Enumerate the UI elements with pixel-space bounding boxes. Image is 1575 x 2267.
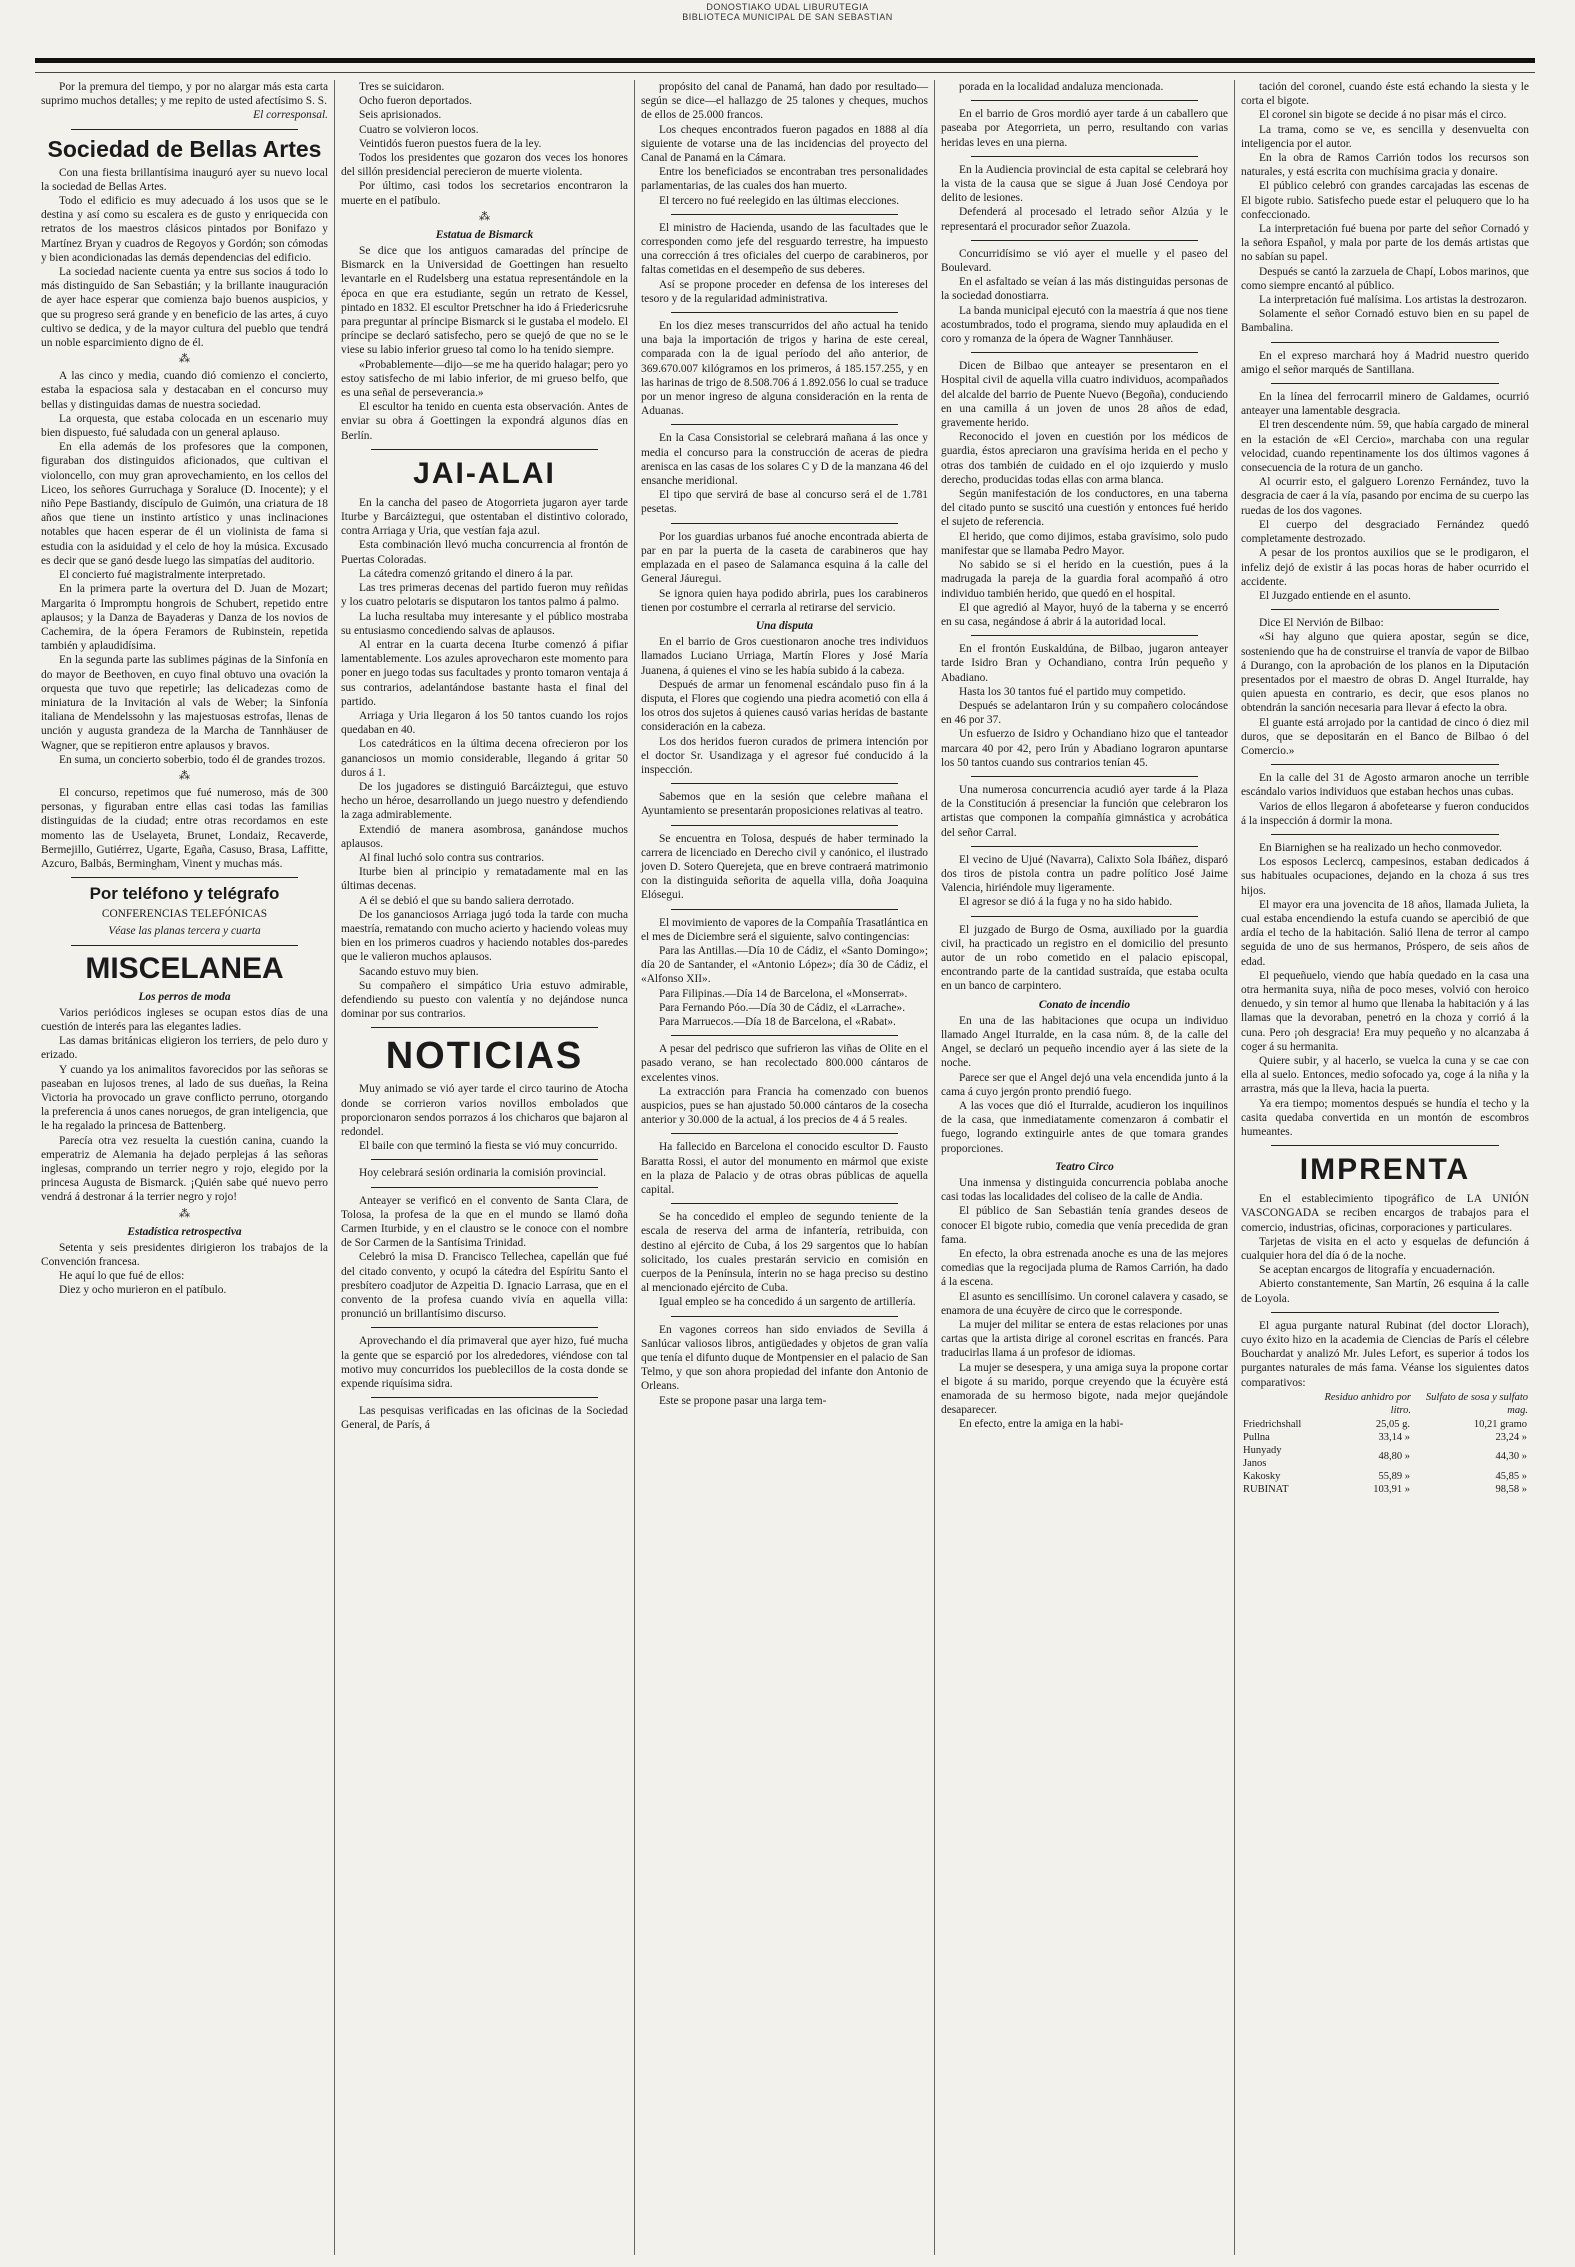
paragraph: El asunto es sencillísimo. Un coronel calavera y casado, se enamora de una écuyère de circo que le corresponde. <box>941 1290 1228 1317</box>
column-5 <box>1235 80 1535 2255</box>
paragraph: Después se cantó la zarzuela de Chapí, Lobos marinos, que como siempre encantó al público. <box>1241 265 1529 292</box>
paragraph: El cuerpo del desgraciado Fernández quedó completamente destrozado. <box>1241 518 1529 546</box>
paragraph: Entre los beneficiados se encontraban tres personalidades parlamentarias, de las cuales dos han muerto. <box>641 166 928 193</box>
paragraph: Los cheques encontrados fueron pagados en 1888 al día siguiente de votarse una de las incidencias del proyecto del Canal de Panamá en la Cámara. <box>641 123 928 165</box>
divider <box>1271 834 1499 835</box>
paragraph: tación del coronel, cuando éste está echando la siesta y le corta el bigote. <box>1241 81 1529 108</box>
paragraph: Sabemos que en la sesión que celebre mañana el Ayuntamiento se presentarán proposiciones relativas al teatro. <box>641 791 928 818</box>
table-cell: 55,89 » <box>1378 1470 1410 1482</box>
paragraph: Parecía otra vez resuelta la cuestión canina, cuando la emperatriz de Alemania ha dejado perplejas á las señoras inglesas, comprando un terrier negro y rojo, elegido por la princesa Augusta de Bismarck. ¡Quién sabe qué nuevo perro vendrá á destronar á la terrier negro y rojo! <box>41 1134 328 1204</box>
paragraph: He aquí lo que fué de ellos: <box>59 1270 185 1283</box>
paragraph: Los esposos Leclercq, campesinos, estaban dedicados á sus habituales ocupaciones, dejando en la choza á sus tres hijos. <box>1241 856 1529 897</box>
table-row <box>1241 1444 1529 1470</box>
paragraph: Igual empleo se ha concedido á un sargento de artillería. <box>659 1296 916 1309</box>
paragraph: Hasta los 30 tantos fué el partido muy competido. <box>959 685 1186 698</box>
table-header-cell: Residuo anhidro por litro. <box>1324 1391 1411 1416</box>
divider <box>371 1327 598 1328</box>
paragraph: En la línea del ferrocarril minero de Galdames, ocurrió anteayer una lamentable desgracia. <box>1241 391 1529 418</box>
archive-stamp-line1: DONOSTIAKO UDAL LIBURUTEGIA <box>706 2 869 12</box>
paragraph: La cátedra comenzó gritando el dinero á la par. <box>359 567 574 580</box>
paragraph: «Si hay alguno que quiera apostar, según se dice, sosteniendo que ha de construirse el tranvía de vapor de Bilbao á Durango, con la aprobación de los planos en la Diputación presentados por el maestro de obras D. Angel Iturralde, hay quien apuesta en contrario, es decir, que esos planos no obtendrán la sanción necesaria para llevar á efecto la obra. <box>1241 631 1529 715</box>
archive-stamp-line2: BIBLIOTECA MUNICIPAL DE SAN SEBASTIAN <box>682 12 893 22</box>
column-4 <box>935 80 1235 2255</box>
header-rule <box>35 58 1535 73</box>
paragraph: Dice El Nervión de Bilbao: <box>1259 617 1384 630</box>
paragraph: Y cuando ya los animalitos favorecidos por las señoras se paseaban en lujosos trenes, al lado de sus dueñas, la Reina Victoria ha provocado un grave conflicto perruno, otorgando la preferencia á unos canes noruegos, de gran inteligencia, que le ha regalado la princesa de Battenberg. <box>41 1063 328 1133</box>
paragraph: El agua purgante natural Rubinat (del doctor Llorach), cuyo éxito hizo en la academia de Ciencias de París el célebre Bouchardat y analizó Mr. Jules Lefort, es superior á todos los purgantes naturales de más fama. Véanse los siguientes datos comparativos: <box>1241 1319 1529 1389</box>
paragraph: porada en la localidad andaluza mencionada. <box>959 81 1164 93</box>
divider <box>671 1316 898 1317</box>
paragraph: Todo el edificio es muy adecuado á los usos que se le destina y así como su escalera es de gusto y enriquecida con retratos de los maestros clásicos pintados por Bonifazo y Martínez Bryan y cuadros de Regoyos y Gordón; son cómodas y bien acondicionadas las demás dependencias del edificio. <box>41 195 328 264</box>
paragraph: De los gananciosos Arriaga jugó toda la tarde con mucha maestría, rematando con mucho acierto y haciendo voleas muy bien en los primeros cuadros y haciendo notables dos-paredes que le valieron muchos aplausos. <box>341 908 628 964</box>
divider <box>671 783 898 784</box>
paragraph: El baile con que terminó la fiesta se vió muy concurrido. <box>359 1140 618 1153</box>
heading-disputa: Una disputa <box>755 619 814 632</box>
paragraph: Para Filipinas.—Día 14 de Barcelona, el «Monserrat». <box>659 987 908 1000</box>
column-3 <box>635 80 935 2255</box>
paragraph: El público celebró con grandes carcajadas las escenas de El bigote rubio. Satisfecho puede estar el peluquero que lo ha confeccionado. <box>1241 180 1529 221</box>
paragraph: Solamente el señor Cornadó estuvo bien en su papel de Bambalina. <box>1241 308 1529 335</box>
paragraph: Dicen de Bilbao que anteayer se presentaron en el Hospital civil de aquella villa cuatro individuos, acompañados del alcalde del barrio de Puente Nuevo (Begoña), conduciendo en una camilla á un joven de unos 28 años de edad, gravemente herido. <box>941 360 1228 430</box>
table-cell: 45,85 » <box>1495 1470 1527 1482</box>
paragraph: Con una fiesta brillantísima inauguró ayer su nuevo local la sociedad de Bellas Artes. <box>41 166 328 193</box>
paragraph: La interpretación fué malísima. Los artistas la destrozaron. <box>1259 294 1527 307</box>
divider <box>971 100 1198 101</box>
paragraph: El vecino de Ujué (Navarra), Calixto Sola Ibáñez, disparó dos tiros de pistola contra un padre político José Jaime Valencia, hiriéndole muy ligeramente. <box>941 853 1228 895</box>
paragraph: Por la premura del tiempo, y por no alargar más esta carta suprimo muchos detalles; y me repito de usted afectísimo S. S. <box>41 81 328 108</box>
newspaper-page <box>35 80 1535 2255</box>
divider <box>1271 764 1499 765</box>
divider <box>671 1133 898 1134</box>
heading-telefono: Por teléfono y telégrafo <box>89 884 280 904</box>
divider <box>971 156 1198 157</box>
paragraph: En los diez meses transcurridos del año actual ha tenido una baja la importación de trigos y harina de este cereal, comparada con la de igual período del año anterior, de 369.670.007 kilógramos en los primeros, á 185.157.255, y en las harinas de trigo de 8.508.706 á 1.892.056 lo cual se traduce por un menor ingreso de alguna consideración en la renta de Aduanas. <box>641 320 928 418</box>
paragraph: En ella además de los profesores que la componen, figuraban dos distinguidos aficionados, que cultivan el violoncello, con muy gran aprovechamiento, en los cellos del Liceo, los señores Gurruchaga y Soraluce (D. Inocente); y el niño Pepe Bastiandy, discípulo de Guimón, una criatura de 18 años que tiene un instinto artístico y unas inclinaciones notables que hacen esperar de él un violinista de fama si estudia con la asiduidad y el celo de hoy la música. Excusado es decir que se ganó desde luego las simpatías del auditorio. <box>41 441 328 567</box>
paragraph: En efecto, entre la amiga en la habi- <box>959 1418 1124 1431</box>
paragraph: En la obra de Ramos Carrión todos los recursos son naturales, y está escrita con muchísima gracia y donaire. <box>1241 152 1529 179</box>
divider <box>971 352 1198 353</box>
paragraph: El movimiento de vapores de la Compañía Trasatlántica en el mes de Diciembre será el siguiente, salvo contingencias: <box>641 916 928 943</box>
paragraph: El guante está arrojado por la cantidad de cinco ó diez mil duros, que se depositarán en el Banco de Bilbao ó del Comercio.» <box>1241 716 1529 757</box>
paragraph: Ha fallecido en Barcelona el conocido escultor D. Fausto Baratta Rossi, el autor del monumento en mármol que existe en la plaza de Palacio y de otras obras públicas de aquella capital. <box>641 1141 928 1197</box>
heading-noticias: NOTICIAS <box>385 1035 584 1078</box>
divider <box>671 312 898 313</box>
paragraph: Un esfuerzo de Isidro y Ochandiano hizo que el tanteador marcara 40 por 42, pero Irún y Abadiano lograron apuntarse los 50 tantos cuando sus contrarios tenían 45. <box>941 728 1228 769</box>
table-cell: 98,58 » <box>1495 1483 1527 1495</box>
table-cell: 103,91 » <box>1373 1483 1410 1495</box>
table-cell: 44,30 » <box>1495 1451 1527 1463</box>
paragraph: El herido, que como dijimos, estaba gravísimo, solo pudo manifestar que se llamaba Pedro Mayor. <box>941 530 1228 557</box>
paragraph: Después se adelantaron Irún y su compañero colocándose en 46 por 37. <box>941 699 1228 727</box>
paragraph: En la segunda parte las sublimes páginas de la Sinfonía en do mayor de Beethoven, en cuyo final obtuvo una ovación la orquesta que tuvo que repetirle; las delicadezas como de miniatura de la Invitación al vals de Weber; la Sinfonía italiana de Mendelssohn y las majestuosas estrofas, llenas de unción y augusta grandeza de la Marcha de Tannhäuser de Wagner, que se repitieron entre aplausos y bravos. <box>41 654 328 752</box>
archive-stamp <box>0 2 1575 22</box>
paragraph: No sabido se si el herido en la cuestión, pues á la madrugada la pareja de la guardia foral acompañó á otro individuo también herido, que quedó en el hospital. <box>941 559 1228 600</box>
paragraph: Por último, casi todos los secretarios encontraron la muerte en el patíbulo. <box>341 180 628 207</box>
paragraph: Después de armar un fenomenal escándalo puso fin á la disputa, el Flores que cogiendo una piedra acometió con ella á los otros dos sujetos á quienes causó varias heridas de bastante consideración en la cabeza. <box>641 678 928 734</box>
paragraph: Quiere subir, y al hacerlo, se vuelca la cuna y se cae con ella al suelo. Entonces, medio sofocado ya, coge á la niña y la arrastra, más que la lleva, hacia la puerta. <box>1241 1055 1529 1096</box>
divider <box>71 129 298 130</box>
asterism-ornament: ⁂ <box>179 1207 190 1220</box>
paragraph: En efecto, la obra estrenada anoche es una de las mejores comedias que la regocijada pluma de Ramos Carrión, ha dado á la escena. <box>941 1248 1228 1289</box>
paragraph: El concurso, repetimos que fué numeroso, más de 300 personas, y figuraban entre ellas casi todas las familias distinguidas de la ciudad; entre otras recordamos en este momento las de Uselayeta, Brunet, Londaiz, Recaverde, Bermejillo, Gutiérrez, Ugarte, Egaña, Casuso, Brasa, Laffitte, Azcuro, Balbás, Bermingham, Vinent y muchas más. <box>41 786 328 870</box>
paragraph: Así se propone proceder en defensa de los intereses del tesoro y de la regularidad administrativa. <box>641 278 928 305</box>
divider <box>671 1203 898 1204</box>
table-cell: RUBINAT <box>1243 1483 1289 1495</box>
divider <box>971 635 1198 636</box>
paragraph: Arriaga y Uria llegaron á los 50 tantos cuando los rojos quedaban en 40. <box>341 709 628 737</box>
paragraph: Tres se suicidaron. <box>359 81 445 93</box>
paragraph: Por los guardias urbanos fué anoche encontrada abierta de par en par la puerta de la caseta de carabineros que hay emplazada en el paseo de Salamanca esquina á la calle del General Jáuregui. <box>641 530 928 586</box>
paragraph: La extracción para Francia ha comenzado con buenos auspicios, pues se han ajustado 50.000 cántaros de la cosecha anterior y 30.000 de la actual, á los precios de 4 á 5 reales. <box>641 1085 928 1127</box>
paragraph: En el barrio de Gros mordió ayer tarde á un caballero que paseaba por Ategorrieta, un perro, resultando con varias heridas leves en una pierna. <box>941 108 1228 149</box>
paragraph: A él se debió el que su bando saliera derrotado. <box>359 894 575 907</box>
paragraph: El público de San Sebastián tenía grandes deseos de conocer El bigote rubio, comedia que venía precedida de gran fama. <box>941 1205 1228 1246</box>
table-cell: Hunyady Janos <box>1243 1444 1282 1469</box>
paragraph: Extendió de manera asombrosa, ganándose muchos aplausos. <box>341 823 628 850</box>
paragraph: propósito del canal de Panamá, han dado por resultado—según se dice—el hallazgo de 25 talones y cheques, muchos de ellos de 25.000 francos. <box>641 81 928 122</box>
paragraph: De los jugadores se distinguió Barcáiztegui, que estuvo hecho un héroe, desarrollando un juego nuestro y defendiendo la zaga admirablemente. <box>341 780 628 822</box>
divider <box>671 523 898 524</box>
paragraph: Una numerosa concurrencia acudió ayer tarde á la Plaza de la Constitución á presenciar la función que celebraron los artistas que componen la compañía gimnástica y acrobática del señor Carral. <box>941 783 1228 839</box>
paragraph: Para las Antillas.—Día 10 de Cádiz, el «Santo Domingo»; día 20 de Santander, el «Antonio López»; día 30 de Cádiz, el «Alfonso XII». <box>641 944 928 986</box>
paragraph: El pequeñuelo, viendo que había quedado en la casa una otra hermanita suya, niña de poco meses, volvió con heroico denuedo, y sin temor al humo que llenaba la habitación y á las llamas que la devoraban, penetró en la choza y corrió á la cuna. Pero ¡oh desgracia! Era muy pequeño y no alcanzaba á coger á su hermanita. <box>1241 969 1529 1053</box>
asterism-ornament: ⁂ <box>479 210 490 223</box>
paragraph: En la cancha del paseo de Atogorrieta jugaron ayer tarde Iturbe y Barcáiztegui, que ostentaban el distintivo colorado, contra Arriaga y Uria, que vestían faja azul. <box>341 496 628 538</box>
column-2 <box>335 80 635 2255</box>
paragraph: El agresor se dió á la fuga y no ha sido habido. <box>959 896 1173 909</box>
heading-bellas-artes: Sociedad de Bellas Artes <box>47 135 322 162</box>
divider <box>371 1187 598 1188</box>
paragraph: El que agredió al Mayor, huyó de la taberna y se encerró en su casa, negándose á abrir á la autoridad local. <box>941 601 1228 628</box>
table-header-cell <box>1241 1390 1309 1418</box>
price-table <box>1241 1390 1529 1496</box>
paragraph: En el asfaltado se veían á las más distinguidas personas de la sociedad donostiarra. <box>941 276 1228 303</box>
divider <box>971 846 1198 847</box>
paragraph: Los dos heridos fueron curados de primera intención por el doctor Sr. Usandizaga y el agresor fué conducido á la inspección. <box>641 735 928 776</box>
divider <box>1271 1312 1499 1313</box>
paragraph: Tarjetas de visita en el acto y esquelas de defunción á cualquier hora del día ó de la noche. <box>1241 1235 1529 1263</box>
paragraph: El ministro de Hacienda, usando de las facultades que le corresponden como jefe del resguardo terrestre, ha impuesto una corrección á tres oficiales del cuerpo de carabineros, por faltas cometidas en el desempeño de sus deberes. <box>641 221 928 277</box>
heading-miscelanea: MISCELANEA <box>85 951 284 985</box>
paragraph: En la Casa Consistorial se celebrará mañana á las once y media el concurso para la construcción de aceras de piedra arenisca en las casas de los solares C y D de la manzana 46 del ensanche meridional. <box>641 432 928 488</box>
heading-imprenta: IMPRENTA <box>1299 1153 1471 1187</box>
paragraph: En el barrio de Gros cuestionaron anoche tres individuos llamados Luciano Urriaga, Martín Flores y José María Juanena, á quienes el vino se les había subido á la cabeza. <box>641 636 928 677</box>
paragraph: Diez y ocho murieron en el patíbulo. <box>59 1284 227 1297</box>
divider <box>671 1035 898 1036</box>
paragraph: El tercero no fué reelegido en las últimas elecciones. <box>659 194 900 207</box>
paragraph: En Biarnighen se ha realizado un hecho conmovedor. <box>1259 841 1502 854</box>
paragraph: La sociedad naciente cuenta ya entre sus socios á todo lo más distinguido de San Sebastián; y la brillante inauguración de ayer hace esperar que comienza bajo buenos auspicios, y que su progreso será grande y en beneficio de las artes, á cuyo cultivo se dedica, y de la mayor cultura del pueblo que tendrá un noble esparcimiento digno de él. <box>41 266 328 350</box>
divider <box>1271 342 1499 343</box>
paragraph: Anteayer se verificó en el convento de Santa Clara, de Tolosa, la profesa de la que en el mundo se llamó doña Carmen Iturbide, y en el claustro se le conoce con el nombre de Sor Carmen de la Santísima Trinidad. <box>341 1194 628 1250</box>
paragraph: Hoy celebrará sesión ordinaria la comisión provincial. <box>359 1167 607 1180</box>
paragraph: Iturbe bien al principio y rematadamente mal en las últimas decenas. <box>341 866 628 893</box>
paragraph: Reconocido el joven en cuestión por los médicos de guardia, éstos apreciaron una gravísima herida en el pecho y otras dos también de cuidado en el ojo izquierdo y muslo derecho, producidas todas ellas con arma blanca. <box>941 431 1228 486</box>
paragraph: El mayor era una jovencita de 18 años, llamada Julieta, la cual estaba encendiendo la estufa cuando se apercibió de que ardía el techo de la habitación. Salió llena de terror al campo seguida de uno de sus hermanos, Próspero, de seis años de edad. <box>1241 898 1529 968</box>
divider <box>371 1159 598 1160</box>
table-cell: 10,21 gramo <box>1473 1418 1527 1430</box>
heading-teatro-circo: Teatro Circo <box>1055 1160 1114 1173</box>
divider <box>971 776 1198 777</box>
note-telefono: Véase las planas tercera y cuarta <box>108 925 261 938</box>
paragraph: Se dice que los antiguos camaradas del príncipe de Bismarck en la Universidad de Goettingen han resuelto levantarle en el Rudelsberg una estatua representándole en la época en que era estudiante, según un retrato de Kessel, pintado en 1832. El escultor Pretschner ha ido á Friedericsruhe para preguntar al príncipe Bismarck si le gustaba el modelo. El príncipe se declaró satisfecho, pero se quejó de que no se le viese su labio inferior grueso tal como lo ha tenido siempre. <box>341 245 628 357</box>
paragraph: Para Marruecos.—Día 18 de Barcelona, el «Rabat». <box>659 1015 896 1028</box>
divider <box>671 214 898 215</box>
paragraph: La orquesta, que estaba colocada en un escenario muy bien dispuesto, fué saludada con un general aplauso. <box>41 412 328 440</box>
paragraph: Se ha concedido el empleo de segundo teniente de la escala de reserva del arma de infantería, retribuida, con destino al ejército de Cuba, á los 29 sargentos que lo habían solicitado, los cuales prestarán servicio en comisión en cuerpos de la Península, ínterin no se haga preciso su destino al mencionado ejército de Cuba. <box>641 1211 928 1295</box>
paragraph: La mujer se desespera, y una amiga suya la propone cortar el bigote á su marido, porque creyendo que la écuyère está enamorada de su hermoso bigote, nada mejor quejándole desaparecer. <box>941 1361 1228 1417</box>
paragraph: El juzgado de Burgo de Osma, auxiliado por la guardia civil, ha practicado un registro en el domicilio del presunto autor de un robo cometido en el palacio episcopal, encontrando parte de la cantidad sustraída, que estaba oculta en un banco de carpintero. <box>941 923 1228 993</box>
paragraph: Sacando estuvo muy bien. <box>359 965 479 978</box>
divider <box>671 909 898 910</box>
heading-estadistica: Estadística retrospectiva <box>127 1225 242 1238</box>
divider <box>1271 383 1499 384</box>
heading-jaialai: JAI-ALAI <box>413 456 556 490</box>
paragraph: Según manifestación de los conductores, en una taberna del citado punto se suscitó una cuestión y entonces fué herido el sujeto de referencia. <box>941 488 1228 529</box>
table-row <box>1241 1483 1529 1496</box>
divider <box>971 916 1198 917</box>
paragraph: El concierto fué magistralmente interpretado. <box>59 569 266 582</box>
divider <box>371 449 598 450</box>
paragraph: Varios periódicos ingleses se ocupan estos días de una cuestión de interés para las elegantes ladies. <box>41 1006 328 1033</box>
paragraph: Al ocurrir esto, el galguero Lorenzo Fernández, tuvo la desgracia de caer á la vía, pasando por encima de su cuerpo las ruedas de los dos vagones. <box>1241 476 1529 517</box>
table-cell: Kakosky <box>1243 1470 1281 1482</box>
table-cell: 33,14 » <box>1378 1431 1410 1443</box>
paragraph: Concurridísimo se vió ayer el muelle y el paseo del Boulevard. <box>941 247 1228 275</box>
paragraph: Las damas británicas eligieron los terriers, de pelo duro y erizado. <box>41 1035 328 1062</box>
paragraph: Esta combinación llevó mucha concurrencia al frontón de Puertas Coloradas. <box>341 539 628 566</box>
table-cell: 23,24 » <box>1495 1431 1527 1443</box>
paragraph: Veintidós fueron puestos fuera de la ley. <box>359 137 542 150</box>
paragraph: Una inmensa y distinguida concurrencia poblaba anoche casi todas las localidades del coliseo de la calle de Andia. <box>941 1177 1228 1204</box>
table-cell: Pullna <box>1243 1431 1270 1443</box>
divider <box>671 825 898 826</box>
paragraph: La interpretación fué buena por parte del señor Cornadó y la señora Español, y mala por parte de los demás artistas que no sabían su papel. <box>1241 223 1529 264</box>
paragraph: A las voces que dió el Iturralde, acudieron los inquilinos de la casa, que inmediatamente comenzaron á combatir el fuego, logrando extinguirle antes de que tomara grandes proporciones. <box>941 1100 1228 1155</box>
asterism-ornament: ⁂ <box>179 769 190 782</box>
paragraph: Setenta y seis presidentes dirigieron los trabajos de la Convención francesa. <box>41 1241 328 1269</box>
paragraph: El coronel sin bigote se decide á no pisar más el circo. <box>1259 109 1507 122</box>
paragraph: Defenderá al procesado el letrado señor Alzúa y le representará el procurador señor Zuazola. <box>941 206 1228 233</box>
heading-perros: Los perros de moda <box>138 990 231 1003</box>
paragraph: Para Fernando Póo.—Día 30 de Cádiz, el «Larrache». <box>659 1001 906 1014</box>
paragraph: El Juzgado entiende en el asunto. <box>1259 589 1411 602</box>
column-1 <box>35 80 335 2255</box>
paragraph: En la calle del 31 de Agosto armaron anoche un terrible escándalo varios individuos que estaban hechos unas cubas. <box>1241 772 1529 799</box>
paragraph: En la Audiencia provincial de esta capital se celebrará hoy la vista de la causa que se sigue á Juan José Cendoya por delito de lesiones. <box>941 163 1228 205</box>
divider <box>671 424 898 425</box>
paragraph: Las tres primeras decenas del partido fueron muy reñidas y los cuatro pelotaris se disputaron los tantos palmo á palmo. <box>341 582 628 609</box>
paragraph: Los catedráticos en la última decena ofrecieron por los gananciosos un momio considerable, llegando á gritar 50 duros á 1. <box>341 738 628 779</box>
paragraph: A pesar de los prontos auxilios que se le prodigaron, el infeliz dejó de existir á las pocas horas de haber ocurrido el accidente. <box>1241 547 1529 588</box>
paragraph: Todos los presidentes que gozaron dos veces los honores del sillón presidencial perecieron de muerte violenta. <box>341 152 628 179</box>
heading-bismarck: Estatua de Bismarck <box>435 228 534 241</box>
paragraph: Se encuentra en Tolosa, después de haber terminado la carrera de licenciado en Derecho civil y canónico, el ilustrado joven D. Sotero Querejeta, que en breve contraerá matrimonio con la distinguida señorita de aquella villa, doña Joaquina Elósegui. <box>641 832 928 902</box>
paragraph: La trama, como se ve, es sencilla y desenvuelta con inteligencia por el autor. <box>1241 123 1529 150</box>
table-cell: 48,80 » <box>1378 1451 1410 1463</box>
paragraph: El tipo que servirá de base al concurso será el de 1.781 pesetas. <box>641 489 928 516</box>
table-row <box>1241 1431 1529 1444</box>
paragraph: Aprovechando el día primaveral que ayer hizo, fué mucha la gente que se esparció por los alrededores, viéndose con tal motivo muy concurridos los pueblecillos de la costa donde se expende riquísima sidra. <box>341 1335 628 1391</box>
paragraph: Ya era tiempo; momentos después se hundía el techo y la casita quedaba convertida en un montón de escombros humeantes. <box>1241 1097 1529 1139</box>
paragraph: En suma, un concierto soberbio, todo él de grandes trozos. <box>59 753 326 766</box>
table-row <box>1241 1470 1529 1483</box>
table-header-cell: Sulfato de sosa y sulfato mag. <box>1425 1391 1528 1416</box>
paragraph: Su compañero el simpático Uria estuvo admirable, defendiendo su puesto con valentía y no dejándose nunca dominar por sus contrarios. <box>341 979 628 1021</box>
paragraph: Seis aprisionados. <box>359 109 442 122</box>
paragraph: «Probablemente—dijo—se me ha querido halagar; pero yo estoy satisfecho de mi labio inferior, de mi grueso belfo, que es una señal de perseverancia.» <box>341 358 628 400</box>
subheading-conferencias: CONFERENCIAS TELEFÓNICAS <box>101 908 268 921</box>
paragraph: La mujer del militar se entera de estas relaciones por unas cartas que la artista dirige al coronel escritas en francés. Para traducirlas llama á un profesor de idiomas. <box>941 1319 1228 1360</box>
table-header-row <box>1241 1390 1529 1418</box>
paragraph: Las pesquisas verificadas en las oficinas de la Sociedad General, de París, á <box>341 1405 628 1432</box>
paragraph: En el establecimiento tipográfico de LA UNIÓN VASCONGADA se reciben encargos de trabajos para el comercio, industrias, oficinas, corporaciones y particulares. <box>1241 1193 1529 1234</box>
paragraph: El tren descendente núm. 59, que había cargado de mineral en la estación de «El Cercio», marchaba con una regular velocidad, cuando repentinamente los dos últimos vagones á consecuencia de la rotura de un gancho. <box>1241 419 1529 475</box>
divider <box>371 1027 598 1028</box>
paragraph: A pesar del pedrisco que sufrieron las viñas de Olite en el pasado verano, se han recolectado 800.000 cántaros de excelentes vinos. <box>641 1043 928 1084</box>
table-row <box>1241 1418 1529 1431</box>
paragraph: En una de las habitaciones que ocupa un individuo llamado Angel Iturralde, en la casa núm. 8, de la calle del Angel, se declaró un pequeño incendio ayer á las siete de la noche. <box>941 1014 1228 1070</box>
divider <box>371 1397 598 1398</box>
paragraph: Ocho fueron deportados. <box>359 95 472 108</box>
paragraph: En el frontón Euskaldúna, de Bilbao, jugaron anteayer tarde Isidro Bran y Ochandiano, contra Irún pequeño y Abadiano. <box>941 643 1228 684</box>
divider <box>71 945 298 946</box>
paragraph: A las cinco y media, cuando dió comienzo el concierto, estaba la espaciosa sala y destacaban en el concurso muy bellas y distinguidas damas de nuestra sociedad. <box>41 370 328 411</box>
paragraph: Cuatro se volvieron locos. <box>359 123 479 136</box>
paragraph: En la primera parte la overtura del D. Juan de Mozart; Margarita ó Impromptu hongrois de Schubert, repetido entre aplausos; y la Danza de Bayaderas y Danza de los novios de Cachemira, de la ópera Feramors de Rubinstein, repetida también y aplaudidísima. <box>41 583 328 653</box>
paragraph: En el expreso marchará hoy á Madrid nuestro querido amigo el señor marqués de Santillana. <box>1241 349 1529 376</box>
paragraph: La lucha resultaba muy interesante y el público mostraba su entusiasmo concediendo salvas de aplausos. <box>341 610 628 637</box>
paragraph: Se aceptan encargos de litografía y encuadernación. <box>1259 1264 1496 1277</box>
paragraph: Parece ser que el Angel dejó una vela encendida junto á la cama á cuyo jergón pronto prendió fuego. <box>941 1071 1228 1098</box>
paragraph: Varios de ellos llegaron á abofetearse y fueron conducidos á la inspección á dormir la mona. <box>1241 800 1529 827</box>
signature: El corresponsal. <box>253 109 328 122</box>
paragraph: La banda municipal ejecutó con la maestría á que nos tiene acostumbrados, todo el programa, siendo muy aplaudida en el coro y romanza de la ópera de Wagner Tannhäuser. <box>941 304 1228 346</box>
paragraph: Al final luchó solo contra sus contrarios. <box>359 851 545 864</box>
divider <box>71 877 298 878</box>
paragraph: El escultor ha tenido en cuenta esta observación. Antes de enviar su obra á Goettingen la expondrá algunos días en Berlín. <box>341 401 628 442</box>
paragraph: Se ignora quien haya podido abrirla, pues los carabineros tienen por costumbre el cerrarla al retirarse del servicio. <box>641 587 928 614</box>
table-cell: Friedrichshall <box>1243 1418 1302 1430</box>
asterism-ornament: ⁂ <box>179 353 190 366</box>
heading-incendio: Conato de incendio <box>1038 998 1131 1011</box>
paragraph: Celebró la misa D. Francisco Tellechea, capellán que fué del citado convento, y ocupó la cátedra del Espíritu Santo el presbítero coadjutor de Azpeitia D. Ignacio Larrasa, que en el convento de la profesa cuando vivía en aquella villa: pronunció un brillantísimo discurso. <box>341 1251 628 1321</box>
divider <box>1271 1145 1499 1146</box>
paragraph: Este se propone pasar una larga tem- <box>659 1394 827 1407</box>
divider <box>1271 609 1499 610</box>
paragraph: Abierto constantemente, San Martín, 26 esquina á la calle de Loyola. <box>1241 1278 1529 1305</box>
divider <box>971 240 1198 241</box>
paragraph: Al entrar en la cuarta decena Iturbe comenzó á pifiar lamentablemente. Los azules aprovecharon este momento para poner en juego todas sus facultades y pronto tomaron ventaja á sus contrarios, adelantándose bastante hasta el final del partido. <box>341 638 628 708</box>
table-cell: 25,05 g. <box>1375 1418 1410 1430</box>
paragraph: En vagones correos han sido enviados de Sevilla á Sanlúcar valiosos libros, antigüedades y objetos de gran valía que tenía el difunto duque de Montpensier en el palacio de San Telmo, y que son ahora propiedad del infante don Antonio de Orleans. <box>641 1323 928 1393</box>
paragraph: Muy animado se vió ayer tarde el circo taurino de Atocha donde se corrieron varios novillos embolados que proporcionaron sendos porrazos á los chicharos que bajaron al redondel. <box>341 1083 628 1138</box>
